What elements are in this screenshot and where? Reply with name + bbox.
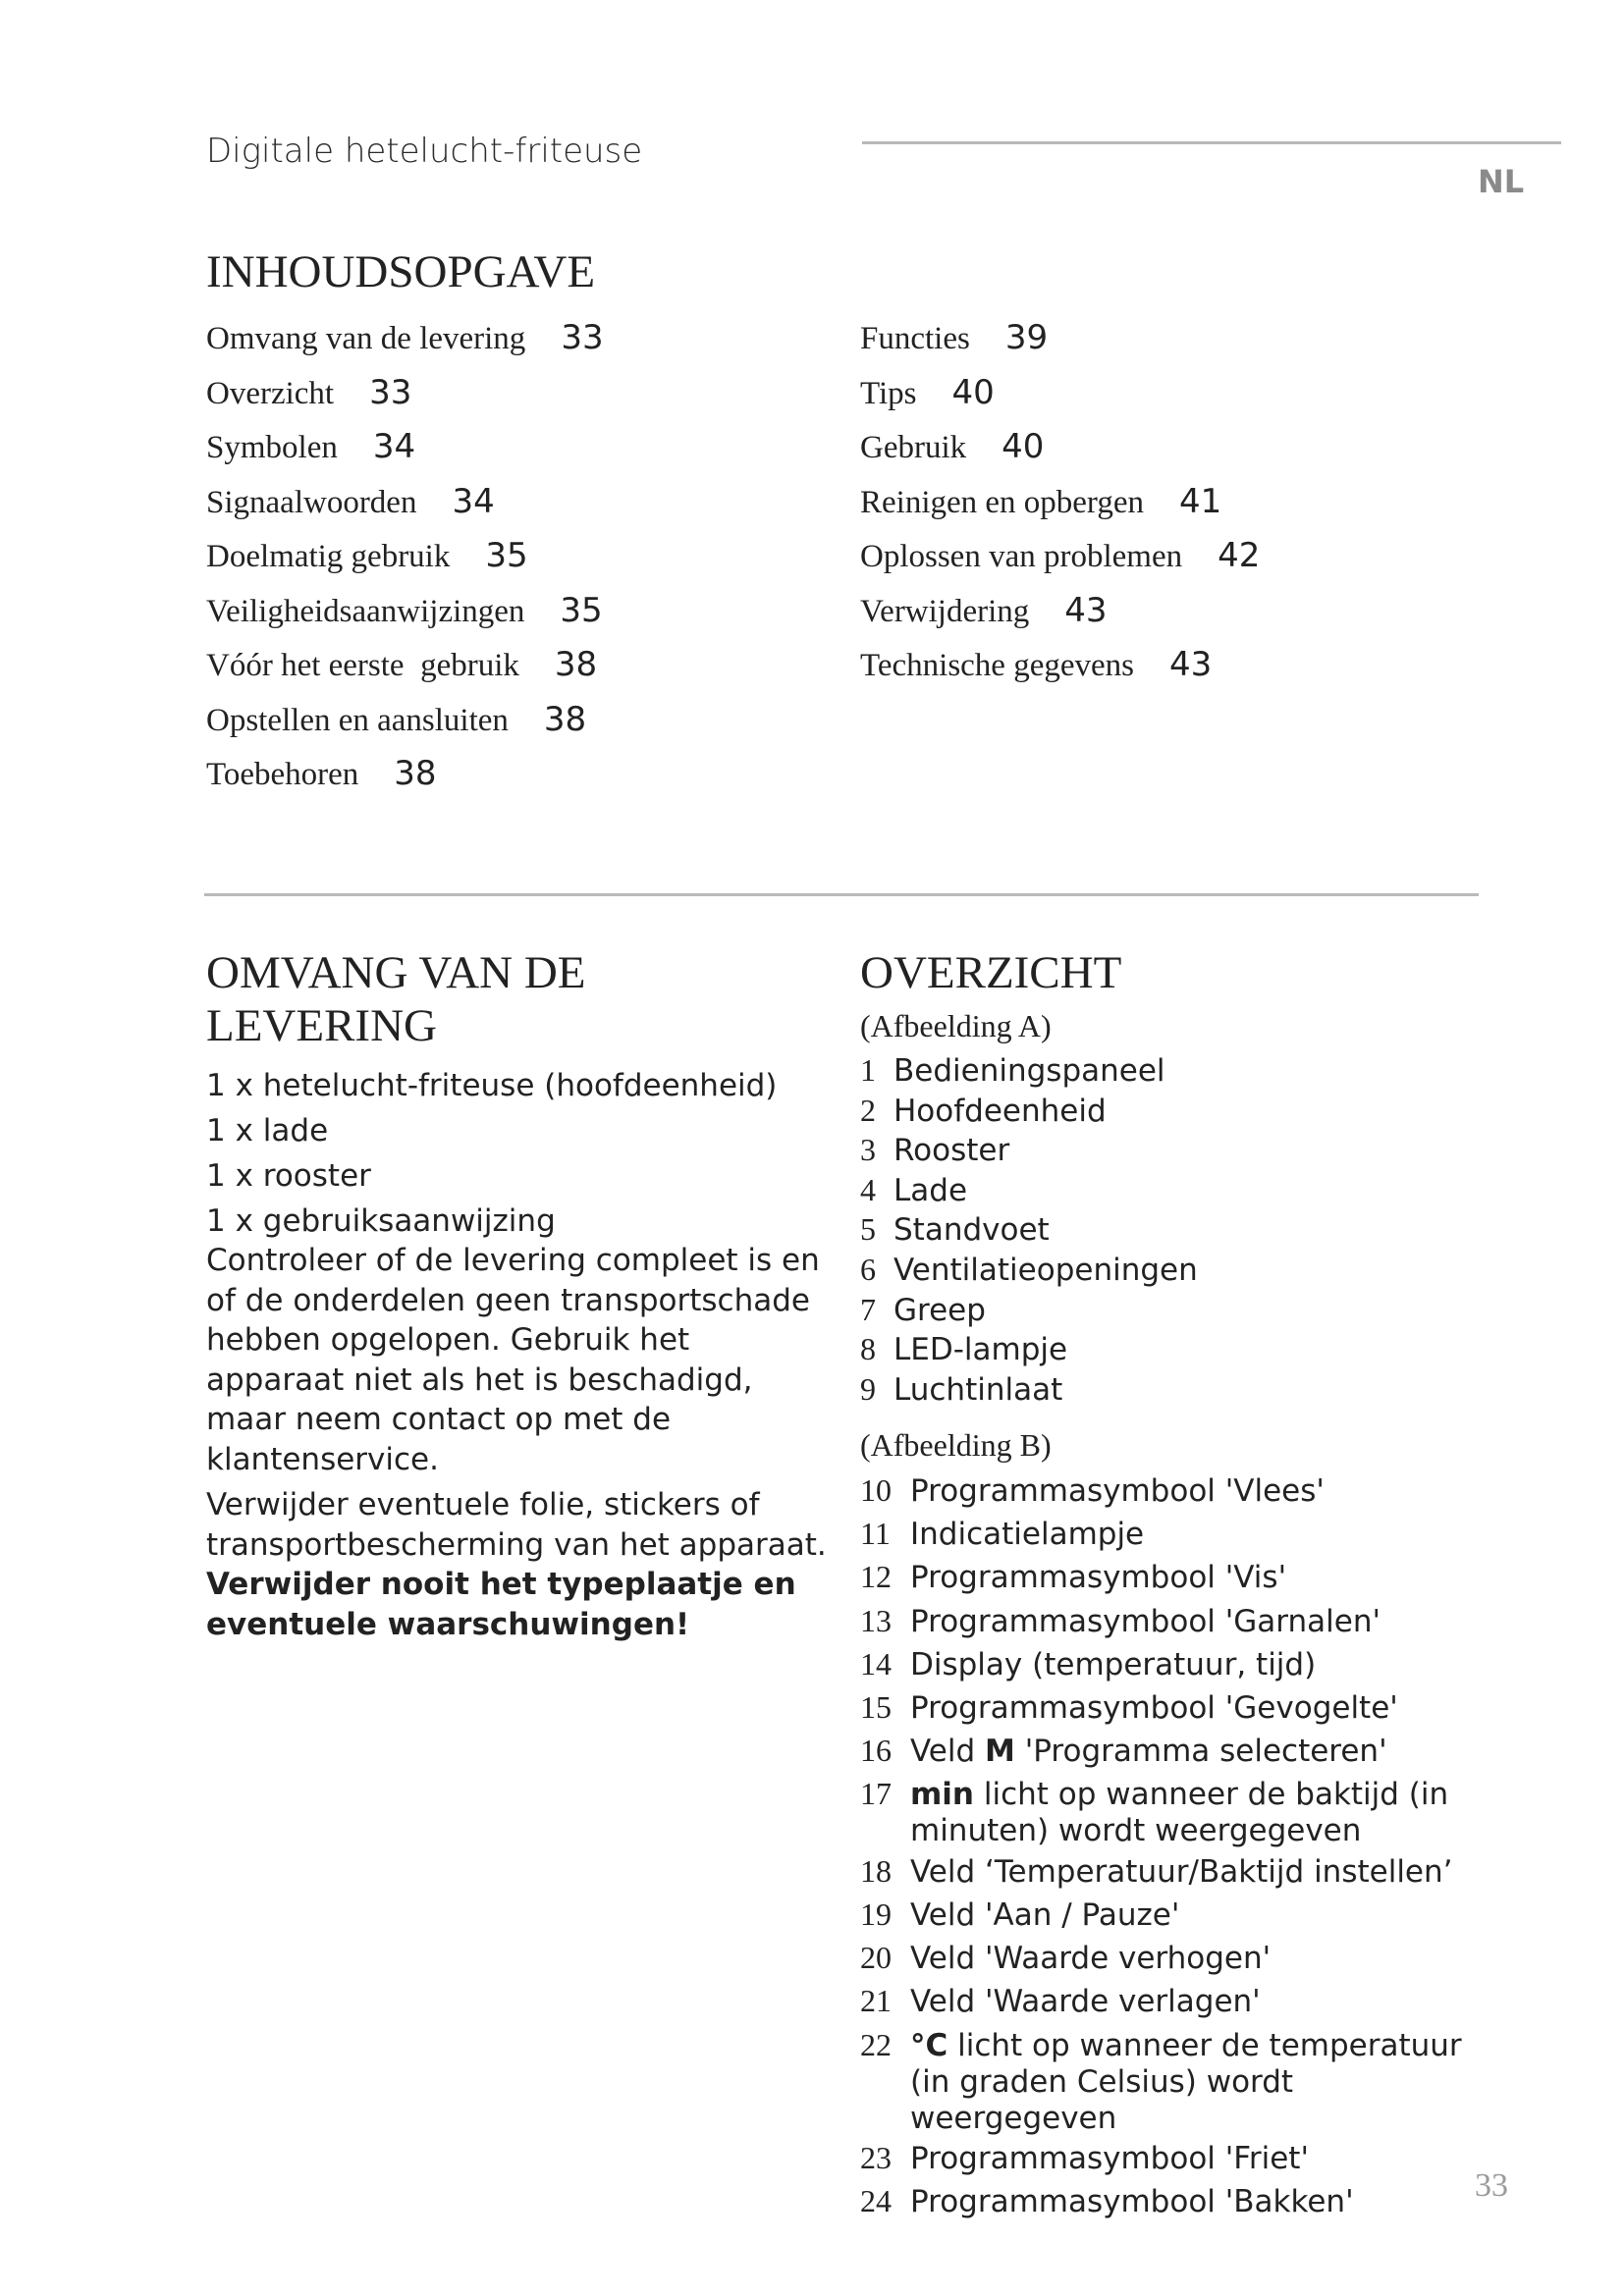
scope-body (206, 1241, 835, 1644)
legend-number: 24 (860, 2183, 892, 2219)
legend-number: 11 (860, 1516, 891, 1552)
legend-text: Programmasymbool 'Vis' (910, 1560, 1287, 1596)
toc-entry-title: Opstellen en aansluiten (206, 702, 509, 738)
legend-item (860, 1211, 1489, 1252)
scope-item: 1 x gebruiksaanwijzing (206, 1203, 556, 1239)
legend-text: Indicatielampje (910, 1517, 1145, 1553)
legend-text: Bedieningspaneel (893, 1053, 1165, 1089)
toc-entry-title: Verwijdering (860, 593, 1030, 629)
toc-entry-page: 40 (951, 372, 995, 412)
legend-text: Veld 'Waarde verhogen' (910, 1941, 1272, 1977)
legend-number: 2 (860, 1092, 876, 1128)
legend-text: Luchtinlaat (893, 1371, 1063, 1408)
legend-number: 17 (860, 1776, 892, 1812)
legend-text: Standvoet (893, 1212, 1050, 1249)
legend-text: LED-lampje (893, 1332, 1068, 1368)
toc-entry-title: Functies (860, 321, 970, 356)
legend-text: Hoofdeenheid (893, 1093, 1107, 1129)
legend-item (860, 1689, 1489, 1730)
toc-right-column (860, 318, 1489, 700)
legend-number: 15 (860, 1688, 892, 1725)
scope-warning: Verwijder nooit het typeplaatje en eventuele waarschuwingen! (206, 1567, 796, 1642)
legend-number: 16 (860, 1733, 892, 1769)
legend-item (860, 1646, 1489, 1686)
legend-number: 21 (860, 1983, 892, 2019)
toc-entry-page: 41 (1178, 481, 1222, 521)
toc-entry (206, 754, 835, 809)
toc-entry-title: Signaalwoorden (206, 484, 417, 520)
legend-number: 12 (860, 1559, 892, 1595)
toc-entry-page: 38 (394, 754, 437, 793)
toc-entry (860, 536, 1489, 591)
toc-entry (860, 591, 1489, 646)
toc-entry-page: 34 (372, 427, 416, 466)
legend-number: 13 (860, 1602, 892, 1638)
legend-number: 9 (860, 1370, 876, 1407)
legend-text: Programmasymbool 'Bakken' (910, 2184, 1354, 2220)
legend-item (860, 1052, 1489, 1093)
legend-item (860, 1983, 1489, 2023)
toc-entry-title: Oplossen van problemen (860, 539, 1183, 574)
legend-text: Greep (893, 1292, 986, 1328)
header-rule (862, 141, 1561, 144)
legend-number: 3 (860, 1132, 876, 1168)
toc-entry-page: 39 (1004, 318, 1049, 357)
toc-entry-page: 33 (369, 372, 412, 412)
overview-heading: OVERZICHT (860, 947, 1122, 998)
toc-entry-title: Tips (860, 375, 917, 411)
legend-text: Display (temperatuur, tijd) (910, 1646, 1317, 1682)
toc-heading: INHOUDSOPGAVE (206, 246, 596, 297)
toc-entry-title: Veiligheidsaanwijzingen (206, 593, 525, 629)
document-title: Digitale hetelucht-friteuse (206, 132, 643, 171)
toc-entry-title: Omvang van de levering (206, 321, 526, 356)
legend-item (860, 1940, 1489, 1980)
legend-number: 18 (860, 1852, 892, 1889)
scope-heading-line: LEVERING (206, 1000, 437, 1051)
toc-entry-title: Overzicht (206, 375, 335, 411)
figure-b-label: (Afbeelding B) (860, 1427, 1052, 1463)
scope-item: 1 x lade (206, 1113, 329, 1148)
scope-heading (206, 946, 835, 1052)
legend-number: 7 (860, 1291, 876, 1327)
legend-text-rest: licht op wanneer de baktijd (in minuten) wordt weergegeven (910, 1777, 1449, 1849)
legend-text (910, 1777, 1489, 1849)
legend-item (860, 1093, 1489, 1133)
legend-item (860, 1776, 1489, 1849)
legend-text: Programmasymbool 'Friet' (910, 2141, 1309, 2177)
toc-entry-page: 40 (1001, 427, 1045, 466)
legend-number: 22 (860, 2026, 892, 2062)
toc-entry-page: 35 (485, 536, 528, 575)
legend-text: Lade (893, 1172, 968, 1208)
toc-entry-page: 33 (561, 318, 604, 357)
toc-entry-title: Reinigen en opbergen (860, 484, 1144, 520)
legend-text: Veld ‘Temperatuur/Baktijd instellen’ (910, 1853, 1453, 1890)
scope-item: 1 x rooster (206, 1158, 371, 1194)
legend-text: Veld 'Waarde verlagen' (910, 1984, 1261, 2020)
legend-item (860, 2183, 1489, 2223)
figure-b-legend (860, 1472, 1489, 2227)
legend-number: 19 (860, 1896, 892, 1933)
toc-entry-title: Symbolen (206, 430, 338, 465)
legend-number: 10 (860, 1472, 892, 1508)
legend-number: 6 (860, 1251, 876, 1287)
toc-entry (860, 427, 1489, 482)
legend-number: 5 (860, 1211, 876, 1248)
legend-text-prefix: Veld (910, 1734, 986, 1770)
toc-entry-page: 43 (1169, 645, 1213, 684)
legend-item (860, 1472, 1489, 1513)
legend-number: 8 (860, 1331, 876, 1367)
toc-entry-title: Gebruik (860, 430, 967, 465)
legend-text: Rooster (893, 1133, 1010, 1169)
legend-strong: min (910, 1777, 974, 1813)
legend-item (860, 1559, 1489, 1599)
toc-entry-page: 34 (452, 481, 495, 521)
legend-text: Veld 'Aan / Pauze' (910, 1897, 1180, 1934)
toc-entry (206, 373, 835, 428)
legend-item (860, 1371, 1489, 1412)
toc-entry (860, 482, 1489, 537)
legend-strong: °C (910, 2027, 948, 2063)
figure-a-label: (Afbeelding A) (860, 1008, 1052, 1043)
legend-text (910, 1734, 1489, 1770)
toc-entry-page: 43 (1064, 590, 1108, 630)
legend-text-rest: 'Programma selecteren' (1014, 1734, 1387, 1770)
legend-strong: M (985, 1734, 1015, 1770)
legend-text: Programmasymbool 'Vlees' (910, 1473, 1325, 1509)
toc-entry (206, 427, 835, 482)
page-number: 33 (1475, 2167, 1508, 2204)
legend-text: Programmasymbool 'Gevogelte' (910, 1689, 1398, 1726)
toc-entry-page: 35 (560, 590, 603, 630)
toc-entry-title: Toebehoren (206, 757, 359, 792)
toc-entry (206, 700, 835, 755)
legend-number: 14 (860, 1645, 892, 1682)
toc-entry (860, 318, 1489, 373)
legend-item (860, 1733, 1489, 1773)
legend-item (860, 1292, 1489, 1332)
scope-paragraph: Controleer of de levering compleet is en of de onderdelen geen transportschade hebben opgelopen. Gebruik het apparaat niet als het is beschadigd, maar neem contact op met de klantenservice. (206, 1243, 820, 1477)
legend-number: 20 (860, 1940, 892, 1976)
toc-entry-title: Technische gegevens (860, 648, 1134, 683)
figure-a-legend (860, 1052, 1489, 1411)
legend-item (860, 1331, 1489, 1371)
toc-entry (860, 373, 1489, 428)
language-label: NL (1478, 163, 1525, 200)
toc-entry-page: 38 (554, 645, 598, 684)
legend-item (860, 1252, 1489, 1292)
legend-item (860, 1516, 1489, 1556)
toc-entry (206, 318, 835, 373)
legend-text: Programmasymbool 'Garnalen' (910, 1603, 1381, 1639)
toc-entry-title: Doelmatig gebruik (206, 539, 451, 574)
legend-item (860, 1132, 1489, 1172)
toc-entry-page: 38 (543, 699, 587, 739)
toc-entry (860, 645, 1489, 700)
toc-entry-page: 42 (1218, 536, 1261, 575)
legend-number: 4 (860, 1171, 876, 1207)
legend-item (860, 1172, 1489, 1212)
section-divider (204, 893, 1479, 896)
legend-item (860, 1853, 1489, 1894)
toc-entry-title: Vóór het eerste gebruik (206, 648, 519, 683)
legend-text (910, 2028, 1489, 2137)
scope-paragraph: Verwijder eventuele folie, stickers of transportbescherming van het apparaat. (206, 1487, 827, 1563)
legend-text: Ventilatieopeningen (893, 1252, 1198, 1288)
legend-number: 1 (860, 1052, 876, 1088)
toc-left-column (206, 318, 835, 809)
legend-item (860, 2027, 1489, 2137)
legend-item (860, 1896, 1489, 1937)
toc-entry (206, 591, 835, 646)
scope-heading-line: OMVANG VAN DE (206, 947, 586, 998)
scope-item: 1 x hetelucht-friteuse (hoofdeenheid) (206, 1068, 778, 1103)
legend-item (860, 1603, 1489, 1643)
legend-item (860, 2140, 1489, 2180)
toc-entry (206, 645, 835, 700)
toc-entry (206, 482, 835, 537)
scope-item-list (206, 1063, 835, 1244)
toc-entry (206, 536, 835, 591)
legend-number: 23 (860, 2140, 892, 2176)
legend-text-rest: licht op wanneer de temperatuur (in graden Celsius) wordt weergegeven (910, 2027, 1462, 2136)
